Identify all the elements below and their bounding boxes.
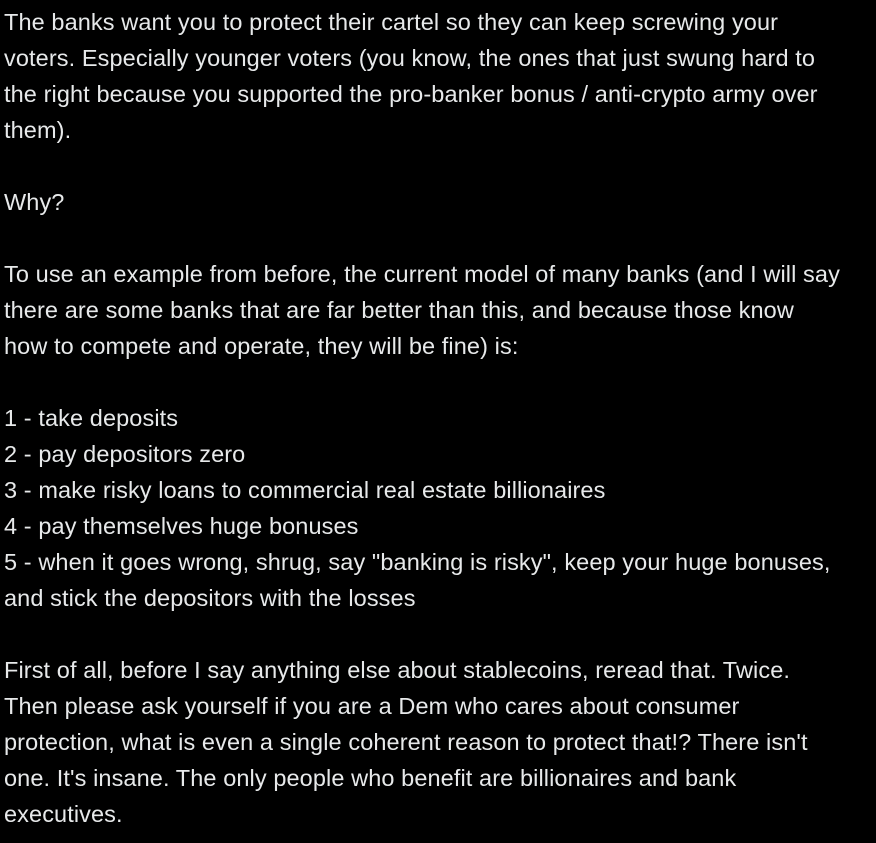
paragraph-gap-1 xyxy=(4,148,840,184)
paragraph-example-intro: To use an example from before, the current model of many banks (and I will say there are some banks that are far better than this, and because those know how to compete and operate, they will be fine) is: xyxy=(4,261,847,359)
list-item-2: 2 - pay depositors zero xyxy=(4,441,246,467)
paragraph-why: Why? xyxy=(4,189,65,215)
paragraph-cartel: The banks want you to protect their cartel so they can keep screwing your voters. Especially younger voters (you know, the ones that just swung hard to the right because you supported the pro-banker bonus / anti-crypto army over them). xyxy=(4,9,825,143)
paragraph-gap-3 xyxy=(4,364,840,400)
list-item-5: 5 - when it goes wrong, shrug, say "banking is risky", keep your huge bonuses, and stick the depositors with the losses xyxy=(4,549,838,611)
paragraph-gap-4 xyxy=(4,616,840,652)
paragraph-stablecoins: First of all, before I say anything else about stablecoins, reread that. Twice. Then please ask yourself if you are a Dem who cares about consumer protection, what is even a single coherent reason to protect that!? There isn't one. It's insane. The only people who benefit are billionaires and bank executives. xyxy=(4,657,815,827)
list-item-3: 3 - make risky loans to commercial real estate billionaires xyxy=(4,477,606,503)
list-item-4: 4 - pay themselves huge bonuses xyxy=(4,513,359,539)
paragraph-gap-2 xyxy=(4,220,840,256)
list-item-1: 1 - take deposits xyxy=(4,405,179,431)
